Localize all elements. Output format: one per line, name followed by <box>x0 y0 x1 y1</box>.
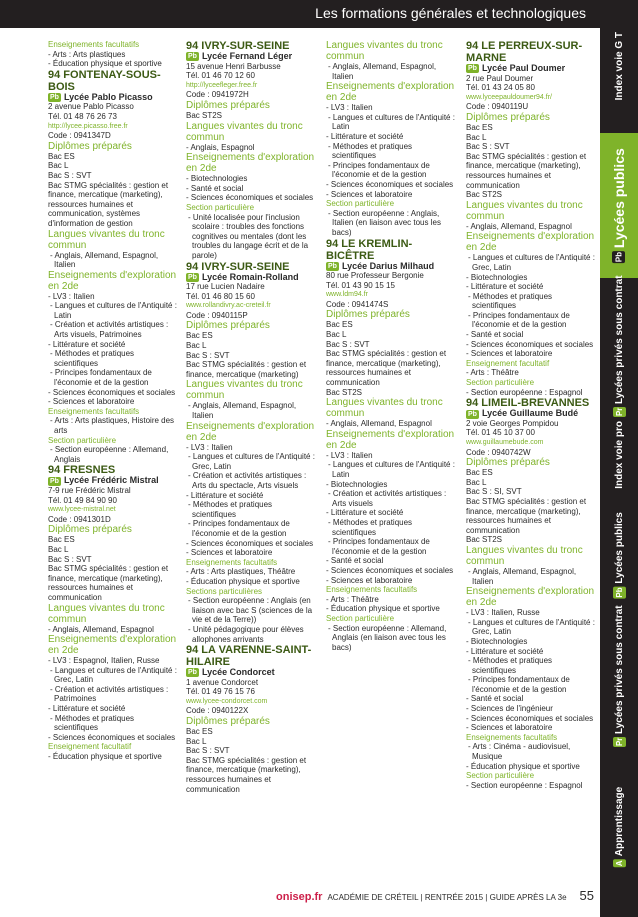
public-school-badge-icon: Pb <box>188 669 197 677</box>
sidebar-tab-label: Lycées publics <box>613 511 625 584</box>
public-school-badge-icon: Pb <box>188 273 197 281</box>
subsection-label: Enseignements facultatifs <box>326 585 418 595</box>
website-link[interactable]: www.rollandivry.ac-creteil.fr <box>186 302 271 310</box>
header-bar <box>0 0 600 28</box>
text-line: Code : 0940742W <box>466 447 531 457</box>
subsection-label: Enseignements facultatifs <box>48 406 140 416</box>
text-line: - Littérature et société <box>48 339 126 349</box>
text-line: - Éducation physique et sportive <box>186 576 300 586</box>
text-line: - Sciences économiques et sociales <box>326 565 454 575</box>
sidebar-tab-2[interactable] <box>600 275 638 417</box>
list-item: - Création et activités artistiques : Arts du spectacle, Arts visuels <box>188 471 307 490</box>
public-school-badge-icon: Pb <box>50 477 59 485</box>
text-line: - LV3 : Italien, Russe <box>466 608 540 618</box>
text-line: - Éducation physique et sportive <box>48 752 162 762</box>
website-link[interactable]: http://lycee.picasso.free.fr <box>48 122 128 130</box>
text-line: Tél. 01 43 90 15 15 <box>326 280 395 290</box>
text-line: - Littérature et société <box>48 704 126 714</box>
list-item: - Section européenne : Anglais (en liaison avec bac S (sciences de la vie et de la Terre)) <box>188 596 313 625</box>
subsection-label: Section particulière <box>466 378 535 388</box>
text-line: - Santé et social <box>186 183 244 193</box>
text-line: Bac L <box>48 161 69 171</box>
section-heading: Langues vivantes du tronc commun <box>48 602 165 625</box>
text-line: Bac S : SVT <box>466 142 510 152</box>
text-line: Bac L <box>466 477 487 487</box>
text-line: Bac STMG spécialités : gestion et finance, mercatique (marketing), ressources humaines et communication <box>326 349 447 388</box>
section-heading: Diplômes préparés <box>48 140 132 152</box>
section-heading: Enseignements d'exploration en 2de <box>48 269 177 292</box>
text-line: Code : 0941347D <box>48 131 111 141</box>
text-line: Bac S : SVT <box>186 350 230 360</box>
city-heading: 94 LE PERREUX-SUR-MARNE <box>466 40 583 64</box>
text-line: - Littérature et société <box>466 646 544 656</box>
city-heading: 94 LA VARENNE-SAINT-HILAIRE <box>186 644 312 669</box>
text-line: - Littérature et société <box>466 282 544 292</box>
text-line: Bac ST2S <box>326 387 363 397</box>
list-item: - Création et activités artistiques : Patrimoines <box>50 684 169 704</box>
sidebar-tab-0[interactable] <box>600 0 638 133</box>
list-item: - Anglais, Allemand, Espagnol, Italien <box>468 566 577 586</box>
subsection-label: Enseignements facultatifs <box>48 40 140 49</box>
text-line: - Sciences économiques et sociales <box>466 339 594 349</box>
sidebar-tab-label: Apprentissage <box>613 786 625 857</box>
text-line: - LV3 : Italien <box>326 103 373 113</box>
subsection-label: Section particulière <box>186 202 255 212</box>
text-line: - Arts : Arts plastiques, Théâtre <box>186 567 296 577</box>
text-line: Bac S : SVT <box>48 554 92 564</box>
text-line: Bac L <box>186 736 207 746</box>
text-line: - LV3 : Espagnol, Italien, Russe <box>48 656 160 666</box>
tab-badge-icon: Pb <box>614 251 624 263</box>
school-name <box>186 668 316 678</box>
sidebar-tab-label: Lycées privés sous contrat <box>613 275 625 405</box>
text-line: - LV3 : Italien <box>186 442 233 452</box>
section-heading: Langues vivantes du tronc commun <box>186 120 303 143</box>
tab-badge-icon: Pr <box>614 408 624 417</box>
text-line: Bac ST2S <box>186 110 223 120</box>
text-line: - Arts : Théâtre <box>326 594 379 604</box>
subsection-label: Enseignement facultatif <box>466 358 550 368</box>
section-heading: Enseignements d'exploration en 2de <box>466 586 595 609</box>
list-item: - Méthodes et pratiques scientifiques <box>50 349 135 368</box>
website-link[interactable]: www.lycee-condorcet.com <box>186 697 268 705</box>
section-heading: Langues vivantes du tronc commun <box>48 228 165 251</box>
sidebar-tab-1[interactable] <box>600 133 638 278</box>
list-item: - Création et activités artistiques : Arts visuels <box>328 489 447 508</box>
text-line: - Sciences économiques et sociales <box>186 538 314 548</box>
sidebar-tab-label: Index voie G T <box>613 32 625 101</box>
text-line: Tél. 01 48 76 26 73 <box>48 111 117 121</box>
website-link[interactable]: www.ldm94.fr <box>326 291 369 299</box>
school-name <box>326 262 456 272</box>
text-line: 7-9 rue Frédéric Mistral <box>48 485 131 495</box>
public-school-badge-icon: Pb <box>328 262 337 270</box>
text-line: Code : 0941301D <box>48 514 111 524</box>
text-line: 2 avenue Pablo Picasso <box>48 102 134 112</box>
text-line: Tél. 01 46 80 15 60 <box>186 291 255 301</box>
text-line: - Sciences économiques et sociales <box>186 193 314 203</box>
list-item: - Langues et cultures de l'Antiquité : Latin <box>328 460 455 479</box>
list-item: - Section européenne : Anglais, Italien (en liaison avec tous les bacs) <box>328 208 441 237</box>
text-line: Bac L <box>48 544 69 554</box>
list-item: - Méthodes et pratiques scientifiques <box>188 500 273 519</box>
text-line: Bac STMG spécialités : gestion et finance, mercatique (marketing), ressources humaines et communication, systèmes d'information de gestion <box>48 180 169 228</box>
public-school-badge-icon: Pb <box>468 410 477 418</box>
text-line: - Anglais, Allemand, Espagnol <box>48 624 154 634</box>
list-item: - Principes fondamentaux de l'économie et de la gestion <box>328 160 430 180</box>
list-item: - Méthodes et pratiques scientifiques <box>50 713 135 733</box>
text-line: Code : 0940115P <box>186 310 248 320</box>
sidebar-tab-5[interactable] <box>600 604 638 747</box>
text-line: Bac ES <box>186 331 213 341</box>
school-name <box>466 409 596 419</box>
list-item: - Création et activités artistiques : Arts visuels, Patrimoines <box>50 320 169 340</box>
school-label: Lycée Frédéric Mistral <box>63 475 159 486</box>
text-line: Bac L <box>326 330 347 340</box>
section-heading: Langues vivantes du tronc commun <box>326 397 443 420</box>
text-line: - Section européenne : Espagnol <box>466 387 583 397</box>
text-line: - Éducation physique et sportive <box>48 59 162 69</box>
column-2 <box>186 40 316 794</box>
city-heading: 94 IVRY-SUR-SEINE <box>186 260 290 273</box>
website-link[interactable]: www.lyceepauldoumer94.fr/ <box>466 93 552 101</box>
list-item: - Section européenne : Allemand, Anglais (en liaison avec tous les bacs) <box>328 623 447 652</box>
sidebar-tab-4[interactable] <box>600 495 638 615</box>
section-heading: Enseignements d'exploration en 2de <box>186 152 315 175</box>
column-1 <box>48 40 178 762</box>
text-line: Bac STMG spécialités : gestion et finance, mercatique (marketing), ressources humaines et communication <box>466 496 587 535</box>
section-heading: Diplômes préparés <box>466 111 550 123</box>
text-line: - Sciences économiques et sociales <box>48 387 176 397</box>
section-heading: Diplômes préparés <box>186 716 270 728</box>
text-line: Bac ES <box>326 320 353 330</box>
section-heading: Enseignements d'exploration en 2de <box>326 81 455 104</box>
text-line: - LV3 : Italien <box>48 291 95 301</box>
text-line: - Biotechnologies <box>186 174 248 184</box>
text-line: - Arts : Théâtre <box>466 368 519 378</box>
school-label: Lycée Darius Milhaud <box>341 260 435 271</box>
text-line: - Sciences économiques et sociales <box>326 179 454 189</box>
section-heading: Enseignements d'exploration en 2de <box>466 231 595 254</box>
section-heading: Langues vivantes du tronc commun <box>326 40 443 62</box>
text-line: Tél. 01 45 10 37 00 <box>466 428 535 438</box>
list-item: - Langues et cultures de l'Antiquité : Grec, Latin <box>188 452 315 471</box>
text-line: 2 rue Paul Doumer <box>466 73 534 83</box>
list-item: - Section européenne : Allemand, Anglais <box>50 445 169 464</box>
page-footer <box>276 888 594 903</box>
text-line: - Section européenne : Espagnol <box>466 780 583 790</box>
column-3 <box>326 40 456 652</box>
text-line: - Anglais, Espagnol <box>186 142 255 152</box>
list-item: - Principes fondamentaux de l'économie et de la gestion <box>188 519 290 538</box>
list-item: - Langues et cultures de l'Antiquité : Grec, Latin <box>468 617 595 637</box>
text-line: - Sciences et laboratoire <box>186 548 273 558</box>
text-line: - Sciences et laboratoire <box>326 189 413 199</box>
text-line: Bac STMG spécialités : gestion et finance, mercatique (marketing), ressources humaines et communication <box>186 755 307 794</box>
list-item: - Langues et cultures de l'Antiquité : Grec, Latin <box>468 253 595 272</box>
city-heading: 94 FRESNES <box>48 464 116 477</box>
list-item: - Principes fondamentaux de l'économie et de la gestion <box>468 310 570 330</box>
school-name <box>466 64 596 74</box>
sidebar-tab-label: Lycées publics <box>611 147 627 248</box>
text-line: Tél. 01 43 24 05 80 <box>466 83 535 93</box>
school-name <box>48 476 178 486</box>
text-line: Code : 0941474S <box>326 299 389 309</box>
footer-text: ACADÉMIE DE CRÉTEIL | RENTRÉE 2015 | GUIDE APRÈS LA 3e <box>327 893 567 902</box>
tab-badge-icon: A <box>614 860 624 867</box>
text-line: Bac S : SI, SVT <box>466 487 522 497</box>
subsection-label: Section particulière <box>466 771 535 781</box>
sidebar-tab-6[interactable] <box>600 737 638 917</box>
section-heading: Enseignements d'exploration en 2de <box>326 428 455 451</box>
school-label: Lycée Condorcet <box>201 667 275 678</box>
public-school-badge-icon: Pb <box>50 94 59 102</box>
sidebar-tab-label: Index voie pro <box>613 421 625 489</box>
text-line: - Sciences et laboratoire <box>466 349 553 359</box>
section-heading: Diplômes préparés <box>186 99 270 111</box>
school-label: Lycée Paul Doumer <box>481 63 566 73</box>
subsection-label: Section particulière <box>326 199 395 209</box>
school-label: Lycée Romain-Rolland <box>201 271 299 282</box>
section-heading: Diplômes préparés <box>326 309 410 321</box>
text-line: Bac ST2S <box>466 535 503 545</box>
list-item: - Langues et cultures de l'Antiquité : Latin <box>50 301 177 320</box>
public-school-badge-icon: Pb <box>188 53 197 61</box>
text-line: - Biotechnologies <box>326 479 388 489</box>
text-line: 80 rue Professeur Bergonie <box>326 271 424 281</box>
text-line: Bac ES <box>466 468 493 478</box>
text-line: Bac STMG spécialités : gestion et finance, mercatique (marketing), ressources humaines et communication <box>466 151 587 190</box>
city-heading: 94 LIMEIL-BREVANNES <box>466 397 590 410</box>
list-item: - Anglais, Allemand, Espagnol, Italien <box>50 250 159 270</box>
school-name <box>48 93 178 103</box>
list-item: - Principes fondamentaux de l'économie et de la gestion <box>50 368 152 388</box>
page-number: 55 <box>579 888 594 903</box>
text-line: - Santé et social <box>466 694 524 704</box>
text-line: - Sciences économiques et sociales <box>466 713 594 723</box>
website-link[interactable]: http://lyceefleger.free.fr <box>186 81 258 89</box>
text-line: Bac ES <box>466 122 493 132</box>
text-line: - Anglais, Allemand, Espagnol <box>466 221 572 231</box>
list-item: - Arts : Arts plastiques, Histoire des arts <box>50 416 175 435</box>
page-title: Les formations générales et technologiques <box>315 5 586 21</box>
text-line: - Littérature et société <box>326 131 404 141</box>
text-line: Bac S : SVT <box>326 339 370 349</box>
text-line: Code : 0940119U <box>466 102 529 112</box>
text-line: - Anglais, Allemand, Espagnol <box>326 419 432 429</box>
tab-badge-icon: Pr <box>614 737 624 747</box>
text-line: Bac ES <box>48 535 75 545</box>
subsection-label: Section particulière <box>48 435 117 445</box>
text-line: - Santé et social <box>326 556 384 566</box>
list-item: - Principes fondamentaux de l'économie et de la gestion <box>328 537 430 556</box>
list-item: - Anglais, Allemand, Espagnol, Italien <box>188 401 297 421</box>
text-line: 1 avenue Condorcet <box>186 677 259 687</box>
subsection-label: Enseignements facultatifs <box>186 557 278 567</box>
subsection-label: Sections particulières <box>186 586 263 596</box>
subsection-label: Enseignement facultatif <box>48 742 132 752</box>
text-line: - Santé et social <box>466 330 524 340</box>
text-line: Code : 0941972H <box>186 90 249 100</box>
list-item: - Unité pédagogique pour élèves allophones arrivants <box>188 624 304 644</box>
school-label: Lycée Guillaume Budé <box>481 408 579 419</box>
section-heading: Diplômes préparés <box>186 320 270 332</box>
public-school-badge-icon: Pb <box>468 65 477 73</box>
list-item: - Langues et cultures de l'Antiquité : Latin <box>328 112 455 132</box>
section-heading: Diplômes préparés <box>466 457 550 469</box>
text-line: - Sciences économiques et sociales <box>48 732 176 742</box>
school-label: Lycée Fernand Léger <box>201 51 293 61</box>
tab-badge-icon: Pb <box>614 587 624 598</box>
text-line: - Sciences et laboratoire <box>48 397 135 407</box>
text-line: Bac L <box>186 341 207 351</box>
section-heading: Enseignements d'exploration en 2de <box>48 634 177 657</box>
text-line: Bac S : SVT <box>186 746 230 756</box>
list-item: - Méthodes et pratiques scientifiques <box>468 291 553 311</box>
text-line: 2 voie Georges Pompidou <box>466 418 559 428</box>
city-heading: 94 FONTENAY-SOUS-BOIS <box>48 68 161 93</box>
list-item: - Arts : Cinéma - audiovisuel, Musique <box>468 742 571 762</box>
text-line: - Éducation physique et sportive <box>326 604 440 614</box>
section-heading: Diplômes préparés <box>48 524 132 536</box>
text-line: 17 rue Lucien Nadaire <box>186 282 265 292</box>
list-item: - Unité localisée pour l'inclusion scolaire : troubles des fonctions cognitives ou mentales (dont les troubles du langage écrit et de la parole) <box>188 212 309 260</box>
text-line: Bac ES <box>186 727 213 737</box>
list-item: - Langues et cultures de l'Antiquité : Grec, Latin <box>50 665 177 685</box>
sidebar-tab-3[interactable] <box>600 415 638 495</box>
text-line: Bac STMG spécialités : gestion et finance, mercatique (marketing), ressources humaines et communication <box>48 564 169 602</box>
section-heading: Enseignements d'exploration en 2de <box>186 420 315 443</box>
text-line: Bac ST2S <box>466 190 503 200</box>
subsection-label: Enseignements facultatifs <box>466 732 558 742</box>
text-line: - Sciences de l'ingénieur <box>466 704 553 714</box>
text-line: 15 avenue Henri Barbusse <box>186 61 281 71</box>
text-line: - Biotechnologies <box>466 636 528 646</box>
text-line: Bac L <box>466 132 487 142</box>
website-link[interactable]: www.guillaumebude.com <box>466 439 544 446</box>
section-heading: Langues vivantes du tronc commun <box>466 544 583 567</box>
text-line: Tél. 01 46 70 12 60 <box>186 71 255 81</box>
text-line: - Arts : Arts plastiques <box>48 49 126 59</box>
list-item: - Méthodes et pratiques scientifiques <box>468 656 553 675</box>
text-line: - Sciences et laboratoire <box>326 575 413 585</box>
text-line: - Biotechnologies <box>466 272 528 282</box>
school-label: Lycée Pablo Picasso <box>63 91 153 102</box>
list-item: - Méthodes et pratiques scientifiques <box>328 517 413 537</box>
text-line: - LV3 : Italien <box>326 450 373 460</box>
list-item: - Principes fondamentaux de l'économie et de la gestion <box>468 675 570 694</box>
city-heading: 94 IVRY-SUR-SEINE <box>186 40 290 52</box>
city-heading: 94 LE KREMLIN-BICÊTRE <box>326 237 413 262</box>
text-line: - Éducation physique et sportive <box>466 761 580 771</box>
text-line: Bac STMG spécialités : gestion et finance, mercatique (marketing) <box>186 360 307 379</box>
list-item: - Méthodes et pratiques scientifiques <box>328 141 413 161</box>
text-line: - Littérature et société <box>326 508 404 518</box>
subsection-label: Section particulière <box>326 613 395 623</box>
list-item: - Anglais, Allemand, Espagnol, Italien <box>328 62 437 81</box>
column-4 <box>466 40 596 790</box>
school-name <box>186 273 316 283</box>
text-line: - Littérature et société <box>186 490 264 500</box>
section-heading: Langues vivantes du tronc commun <box>186 379 303 402</box>
text-line: Tél. 01 49 84 90 90 <box>48 495 117 505</box>
text-line: Bac S : SVT <box>48 170 92 180</box>
website-link[interactable]: www.lycee-mistral.net <box>48 506 116 514</box>
text-line: Tél. 01 49 76 15 76 <box>186 687 255 697</box>
sidebar-tab-label: Lycées privés sous contrat <box>613 604 625 734</box>
text-line: - Sciences et laboratoire <box>466 723 553 733</box>
school-name <box>186 52 316 62</box>
text-line: Code : 0940122X <box>186 706 249 716</box>
text-line: Bac ES <box>48 151 75 161</box>
section-heading: Langues vivantes du tronc commun <box>466 199 583 222</box>
onisep-logo[interactable]: onisep.fr <box>276 891 323 903</box>
